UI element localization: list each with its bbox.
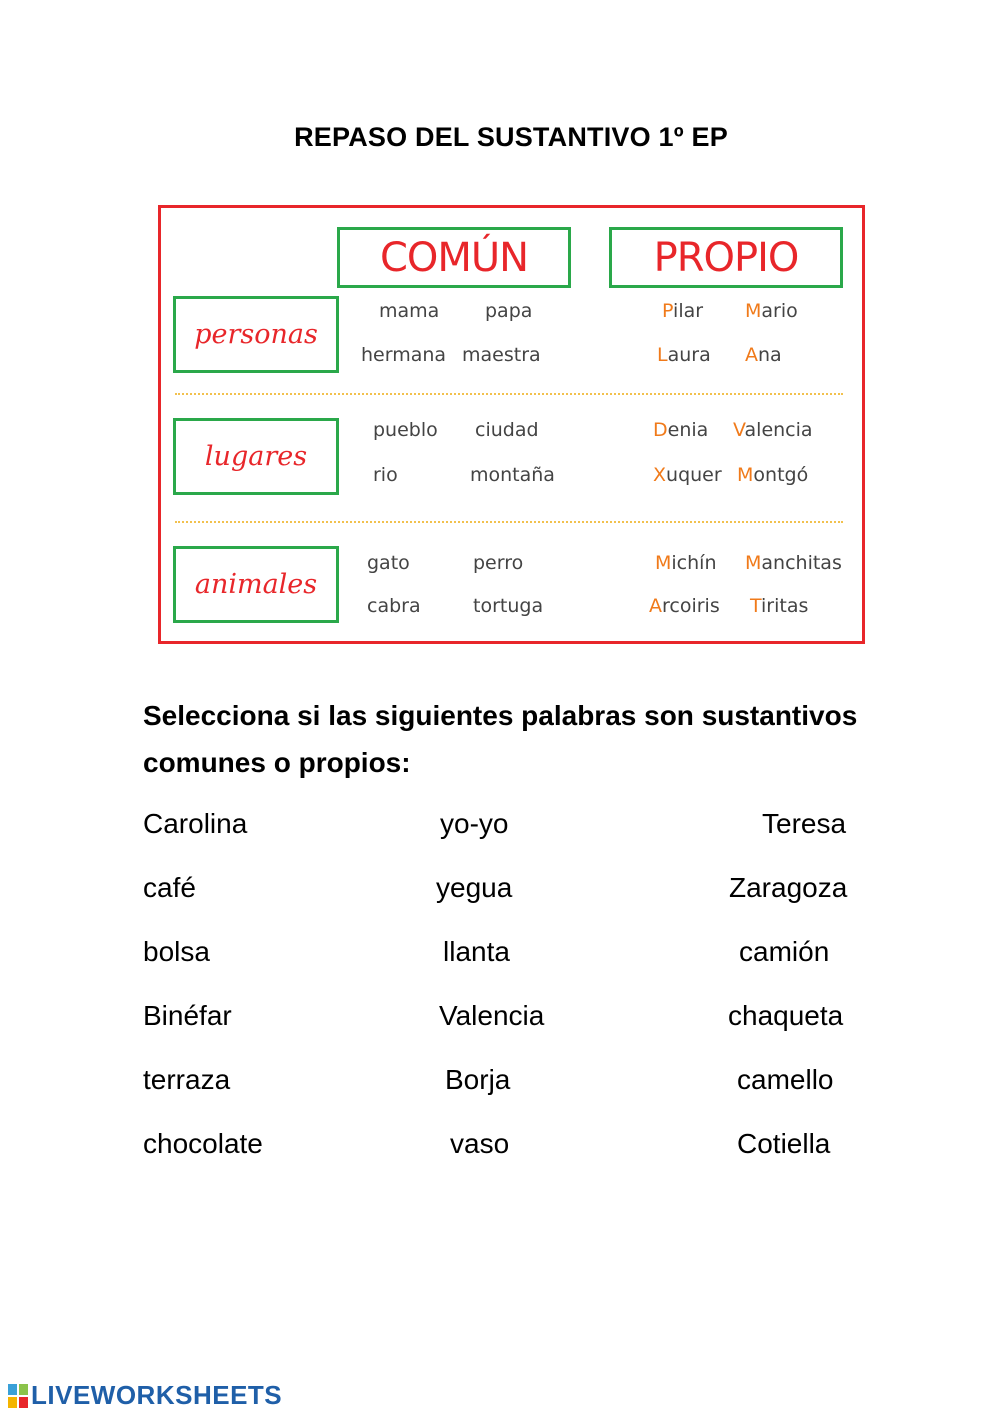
exercise-word[interactable]: Carolina — [143, 808, 248, 839]
common-word: perro — [473, 552, 524, 574]
proper-word: Denia — [653, 419, 709, 441]
common-word: gato — [367, 552, 410, 574]
exercise-word[interactable]: terraza — [143, 1064, 231, 1095]
reference-table — [158, 205, 865, 644]
exercise-word[interactable]: chocolate — [143, 1128, 263, 1159]
proper-word: Mario — [745, 300, 798, 322]
exercise-word[interactable]: yo-yo — [440, 808, 509, 839]
proper-word: Arcoiris — [649, 595, 720, 617]
common-word: montaña — [470, 464, 555, 486]
exercise-word[interactable]: café — [143, 872, 196, 903]
proper-word: Tiritas — [750, 595, 809, 617]
header-comun: COMÚN — [337, 227, 571, 288]
common-word: mama — [379, 300, 440, 322]
exercise-word[interactable]: Borja — [445, 1064, 511, 1095]
exercise-word[interactable]: yegua — [436, 872, 513, 903]
proper-word: Manchitas — [745, 552, 842, 574]
instruction-text: Selecciona si las siguientes palabras son sustantivos comunes o propios: — [143, 700, 858, 778]
category-personas: personas — [173, 296, 339, 373]
common-word: maestra — [462, 344, 541, 366]
footer-brand-text: LIVEWORKSHEETS — [31, 1380, 283, 1410]
proper-word: Xuquer — [653, 464, 722, 486]
exercise-word[interactable]: camión — [739, 936, 830, 967]
common-word: pueblo — [373, 419, 438, 441]
common-word: papa — [485, 300, 533, 322]
proper-word: Ana — [745, 344, 782, 366]
proper-word: Laura — [657, 344, 711, 366]
row-divider — [175, 393, 843, 395]
exercise-word[interactable]: chaqueta — [728, 1000, 844, 1031]
exercise-word[interactable]: Valencia — [439, 1000, 545, 1031]
exercise-word[interactable]: camello — [737, 1064, 834, 1095]
exercise-word[interactable]: Teresa — [762, 808, 847, 839]
proper-word: Michín — [655, 552, 717, 574]
exercise-word[interactable]: Cotiella — [737, 1128, 831, 1159]
category-animales: animales — [173, 546, 339, 623]
header-propio: PROPIO — [609, 227, 843, 288]
exercise-word[interactable]: Binéfar — [143, 1000, 232, 1031]
proper-word: Valencia — [733, 419, 813, 441]
page-title: REPASO DEL SUSTANTIVO 1º EP — [294, 122, 728, 152]
common-word: hermana — [361, 344, 447, 366]
common-word: rio — [373, 464, 398, 486]
exercise-word[interactable]: llanta — [443, 936, 510, 967]
common-word: cabra — [367, 595, 421, 617]
liveworksheets-logo-icon — [8, 1384, 28, 1408]
footer-branding — [8, 1380, 282, 1411]
exercise-word[interactable]: vaso — [450, 1128, 510, 1159]
proper-word: Montgó — [737, 464, 809, 486]
row-divider — [175, 521, 843, 523]
exercise-word[interactable]: Zaragoza — [729, 872, 848, 903]
category-lugares: lugares — [173, 418, 339, 495]
exercise-word[interactable]: bolsa — [143, 936, 210, 967]
common-word: tortuga — [473, 595, 544, 617]
proper-word: Pilar — [662, 300, 704, 322]
common-word: ciudad — [475, 419, 539, 441]
